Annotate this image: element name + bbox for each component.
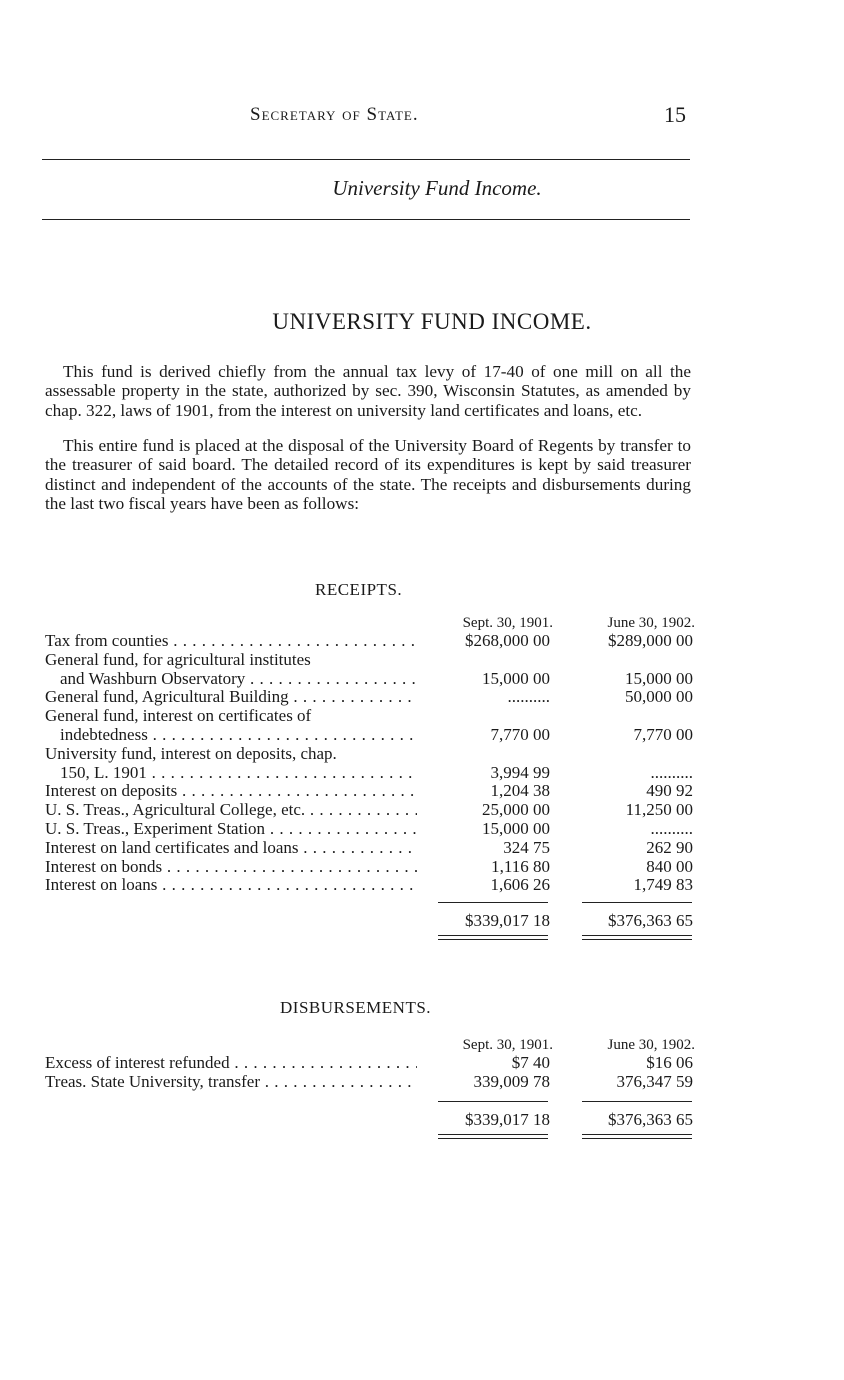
disbursements-total-rule-1902 <box>582 1101 692 1102</box>
table-row <box>45 839 695 858</box>
row-description: 150, L. 1901 . . . <box>60 764 417 783</box>
row-description: U. S. Treas., Agricultural College, etc. . . . <box>45 801 417 820</box>
disbursements-heading: DISBURSEMENTS. <box>280 998 432 1017</box>
row-value-1901: .......... <box>507 687 550 707</box>
row-value-1902: 490 92 <box>646 781 693 801</box>
row-value-1901: 7,770 00 <box>490 724 550 744</box>
row-value-1902: 840 00 <box>646 856 693 876</box>
row-description: Interest on deposits . . . <box>45 782 417 801</box>
receipts-col2-header: June 30, 1902. <box>607 615 695 631</box>
disbursements-col2-header: June 30, 1902. <box>607 1037 695 1053</box>
header-rule-top <box>42 159 690 160</box>
row-value-1902: 376,347 59 <box>616 1071 693 1091</box>
table-row <box>45 782 695 801</box>
row-description: indebtedness . . . <box>60 726 417 745</box>
receipts-column-headers <box>45 614 695 632</box>
row-value-1901: 15,000 00 <box>482 668 550 688</box>
row-value-1902: $289,000 00 <box>608 631 693 650</box>
receipts-total-1902: $376,363 65 <box>608 911 693 930</box>
table-row <box>45 1054 695 1073</box>
row-value-1902: 11,250 00 <box>625 800 693 820</box>
row-value-1901: $268,000 00 <box>465 631 550 650</box>
section-head: University Fund Income. <box>332 176 542 200</box>
row-value-1901: 15,000 00 <box>482 818 550 838</box>
table-row <box>45 858 695 877</box>
receipts-double-rule-1902 <box>582 935 692 940</box>
row-description: Excess of interest refunded . . . <box>45 1054 417 1073</box>
table-row <box>45 688 695 707</box>
row-value-1902: 1,749 83 <box>633 875 693 895</box>
receipts-total-rule-1902 <box>582 902 692 903</box>
row-value-1901: 1,204 38 <box>490 781 550 801</box>
receipts-table <box>45 614 695 895</box>
table-row <box>45 745 695 764</box>
table-row <box>45 764 695 783</box>
disposal-paragraph: This entire fund is placed at the disposal of the University Board of Regents by transfer to the treasurer of said board. The detailed record of its expenditures is kept by said treasurer distinct and independent of the accounts of the state. The receipts and disbursements during the last two fiscal years have been as follows: <box>45 436 691 514</box>
row-value-1902: .......... <box>650 762 693 782</box>
row-description: General fund, interest on certificates of <box>45 707 312 726</box>
disbursements-total-1901: $339,017 18 <box>465 1110 550 1129</box>
receipts-total-rule-1901 <box>438 902 548 903</box>
disbursements-column-headers <box>45 1036 695 1054</box>
disbursements-double-rule-1902 <box>582 1134 692 1139</box>
page-title: UNIVERSITY FUND INCOME. <box>272 309 592 334</box>
row-value-1901: 3,994 99 <box>490 762 550 782</box>
table-row <box>45 726 695 745</box>
row-value-1902: 7,770 00 <box>633 724 693 744</box>
row-description: Interest on land certificates and loans . . . <box>45 839 417 858</box>
table-row <box>45 801 695 820</box>
row-description: Interest on loans . . . <box>45 876 417 895</box>
disbursements-total-1902: $376,363 65 <box>608 1110 693 1129</box>
row-description: Interest on bonds . . . <box>45 858 417 877</box>
row-value-1901: 1,606 26 <box>490 875 550 895</box>
row-description: Treas. State University, transfer . . . <box>45 1073 417 1092</box>
row-value-1901: 339,009 78 <box>473 1071 550 1091</box>
row-value-1901: 324 75 <box>503 837 550 857</box>
row-description: Tax from counties . . . <box>45 632 417 651</box>
row-value-1902: 262 90 <box>646 837 693 857</box>
table-row <box>45 632 695 651</box>
row-value-1902: 15,000 00 <box>625 668 693 688</box>
table-row <box>45 820 695 839</box>
disbursements-double-rule-1901 <box>438 1134 548 1139</box>
row-value-1901: $7 40 <box>511 1053 550 1072</box>
table-row <box>45 1073 695 1092</box>
receipts-double-rule-1901 <box>438 935 548 940</box>
table-row <box>45 707 695 726</box>
receipts-total-1901: $339,017 18 <box>465 911 550 930</box>
disbursements-total-rule-1901 <box>438 1101 548 1102</box>
running-head: Secretary of State. <box>250 104 419 125</box>
table-row <box>45 876 695 895</box>
header-rule-bottom <box>42 219 690 220</box>
table-row <box>45 670 695 689</box>
row-value-1901: 1,116 80 <box>491 856 550 876</box>
row-description: U. S. Treas., Experiment Station . . . <box>45 820 417 839</box>
receipts-heading: RECEIPTS. <box>315 580 403 599</box>
row-value-1902: $16 06 <box>646 1053 693 1072</box>
row-description: University fund, interest on deposits, chap. <box>45 744 337 763</box>
row-value-1901: 25,000 00 <box>482 800 550 820</box>
row-value-1902: 50,000 00 <box>625 687 693 707</box>
table-row <box>45 651 695 670</box>
row-description: General fund, for agricultural institutes <box>45 650 311 669</box>
intro-paragraph: This fund is derived chiefly from the annual tax levy of 17-40 of one mill on all the assessable property in the state, authorized by sec. 390, Wisconsin Statutes, as amended by chap. 322, laws of 1901, from the interest on university land certificates and loans, etc. <box>45 362 691 420</box>
row-description: and Washburn Observatory . . . <box>60 670 417 689</box>
receipts-col1-header: Sept. 30, 1901. <box>462 615 553 631</box>
disbursements-col1-header: Sept. 30, 1901. <box>462 1037 553 1053</box>
row-description: General fund, Agricultural Building . . . <box>45 688 417 707</box>
page-number: 15 <box>664 102 686 127</box>
disbursements-table <box>45 1036 695 1092</box>
row-value-1902: .......... <box>650 818 693 838</box>
